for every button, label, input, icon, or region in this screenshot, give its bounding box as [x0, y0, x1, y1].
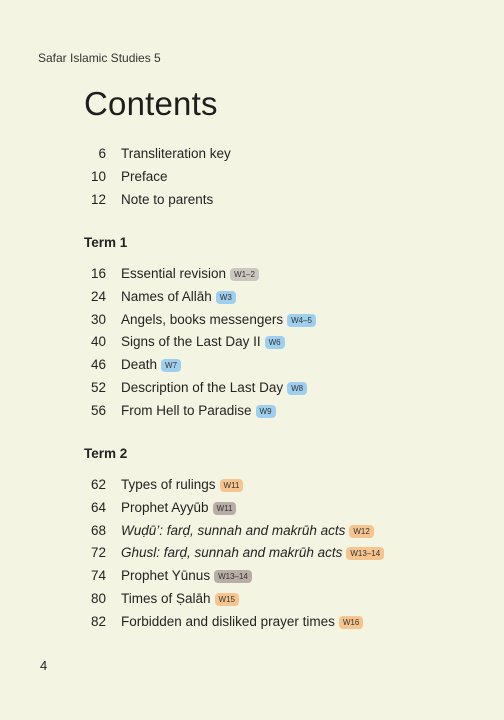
toc-entry	[121, 401, 276, 421]
toc-entry	[121, 378, 307, 398]
toc-row[interactable]	[0, 543, 504, 563]
toc-entry-label: Preface	[121, 169, 168, 184]
toc-page-number: 64	[90, 500, 106, 515]
toc-row[interactable]	[0, 401, 504, 421]
toc-entry-label: Prophet Ayyūb	[121, 500, 209, 515]
toc-page-number: 30	[90, 312, 106, 327]
toc-entry-label: From Hell to Paradise	[121, 403, 252, 418]
toc-entry-label: Names of Allāh	[121, 289, 212, 304]
toc-page-number: 62	[90, 477, 106, 492]
toc-entry	[121, 355, 181, 375]
toc-page-number: 52	[90, 380, 106, 395]
toc-page-number: 80	[90, 591, 106, 606]
toc-entry-label: Description of the Last Day	[121, 380, 284, 395]
toc-entry	[121, 566, 252, 586]
week-badge: W1–2	[230, 268, 259, 281]
toc-row[interactable]	[0, 167, 504, 187]
toc-entry-label: Note to parents	[121, 192, 214, 207]
toc-page-number: 10	[90, 169, 106, 184]
toc-entry	[121, 475, 243, 495]
toc-page-number: 6	[98, 146, 106, 161]
toc-row[interactable]	[0, 612, 504, 632]
toc-row[interactable]	[0, 566, 504, 586]
week-badge: W16	[339, 616, 363, 629]
week-badge: W13–14	[214, 570, 252, 583]
toc-row[interactable]	[0, 589, 504, 609]
toc-entry-label: Forbidden and disliked prayer times	[121, 614, 335, 629]
toc-page-number: 56	[90, 403, 106, 418]
toc-row[interactable]	[0, 378, 504, 398]
week-badge: W3	[216, 291, 236, 304]
toc-entry	[121, 589, 239, 609]
toc-entry	[121, 612, 363, 632]
toc-entry-label: Types of rulings	[121, 477, 216, 492]
week-badge: W11	[220, 479, 244, 492]
toc-page-number: 74	[90, 568, 106, 583]
week-badge: W15	[215, 593, 239, 606]
toc-entry-label: Times of Ṣalāh	[121, 591, 211, 606]
toc-entry-label: Essential revision	[121, 266, 227, 281]
week-badge: W6	[265, 336, 285, 349]
week-badge: W8	[287, 382, 307, 395]
week-badge: W12	[349, 525, 373, 538]
toc-page-number: 72	[90, 545, 106, 560]
toc-page-number: 24	[90, 289, 106, 304]
toc-row[interactable]	[0, 310, 504, 330]
toc-entry-label: Wuḍū’: farḍ, sunnah and makrūh acts	[121, 523, 346, 538]
toc-row[interactable]	[0, 498, 504, 518]
toc-page-number: 40	[90, 334, 106, 349]
toc-row[interactable]	[0, 264, 504, 284]
toc-entry-label: Death	[121, 357, 158, 372]
week-badge: W4–5	[287, 314, 316, 327]
running-header: Safar Islamic Studies 5	[38, 51, 161, 65]
toc-entry	[121, 543, 384, 563]
toc-row[interactable]	[0, 287, 504, 307]
week-badge: W7	[161, 359, 181, 372]
toc-page-number: 16	[90, 266, 106, 281]
toc-entry	[121, 521, 374, 541]
toc-entry-label: Ghusl: farḍ, sunnah and makrūh acts	[121, 545, 343, 560]
week-badge: W11	[213, 502, 237, 515]
page-title: Contents	[84, 85, 218, 122]
toc-entry-label: Prophet Yūnus	[121, 568, 211, 583]
week-badge: W13–14	[346, 547, 384, 560]
toc-entry	[121, 310, 316, 330]
toc-entry-label: Transliteration key	[121, 146, 231, 161]
toc-row[interactable]	[0, 521, 504, 541]
toc-page-number: 68	[90, 523, 106, 538]
toc-entry	[121, 332, 285, 352]
week-badge: W9	[256, 405, 276, 418]
toc-entry	[121, 264, 259, 284]
term-heading: Term 1	[84, 235, 128, 250]
toc-entry-label: Angels, books messengers	[121, 312, 284, 327]
toc-page-number: 82	[90, 614, 106, 629]
page-number: 4	[40, 658, 48, 673]
toc-row[interactable]	[0, 475, 504, 495]
toc-row[interactable]	[0, 144, 504, 164]
toc-entry	[121, 287, 236, 307]
toc-row[interactable]	[0, 190, 504, 210]
toc-row[interactable]	[0, 355, 504, 375]
toc-entry-label: Signs of the Last Day II	[121, 334, 261, 349]
toc-page-number: 46	[90, 357, 106, 372]
term-heading: Term 2	[84, 446, 128, 461]
toc-entry	[121, 498, 236, 518]
toc-row[interactable]	[0, 332, 504, 352]
toc-page-number: 12	[90, 192, 106, 207]
